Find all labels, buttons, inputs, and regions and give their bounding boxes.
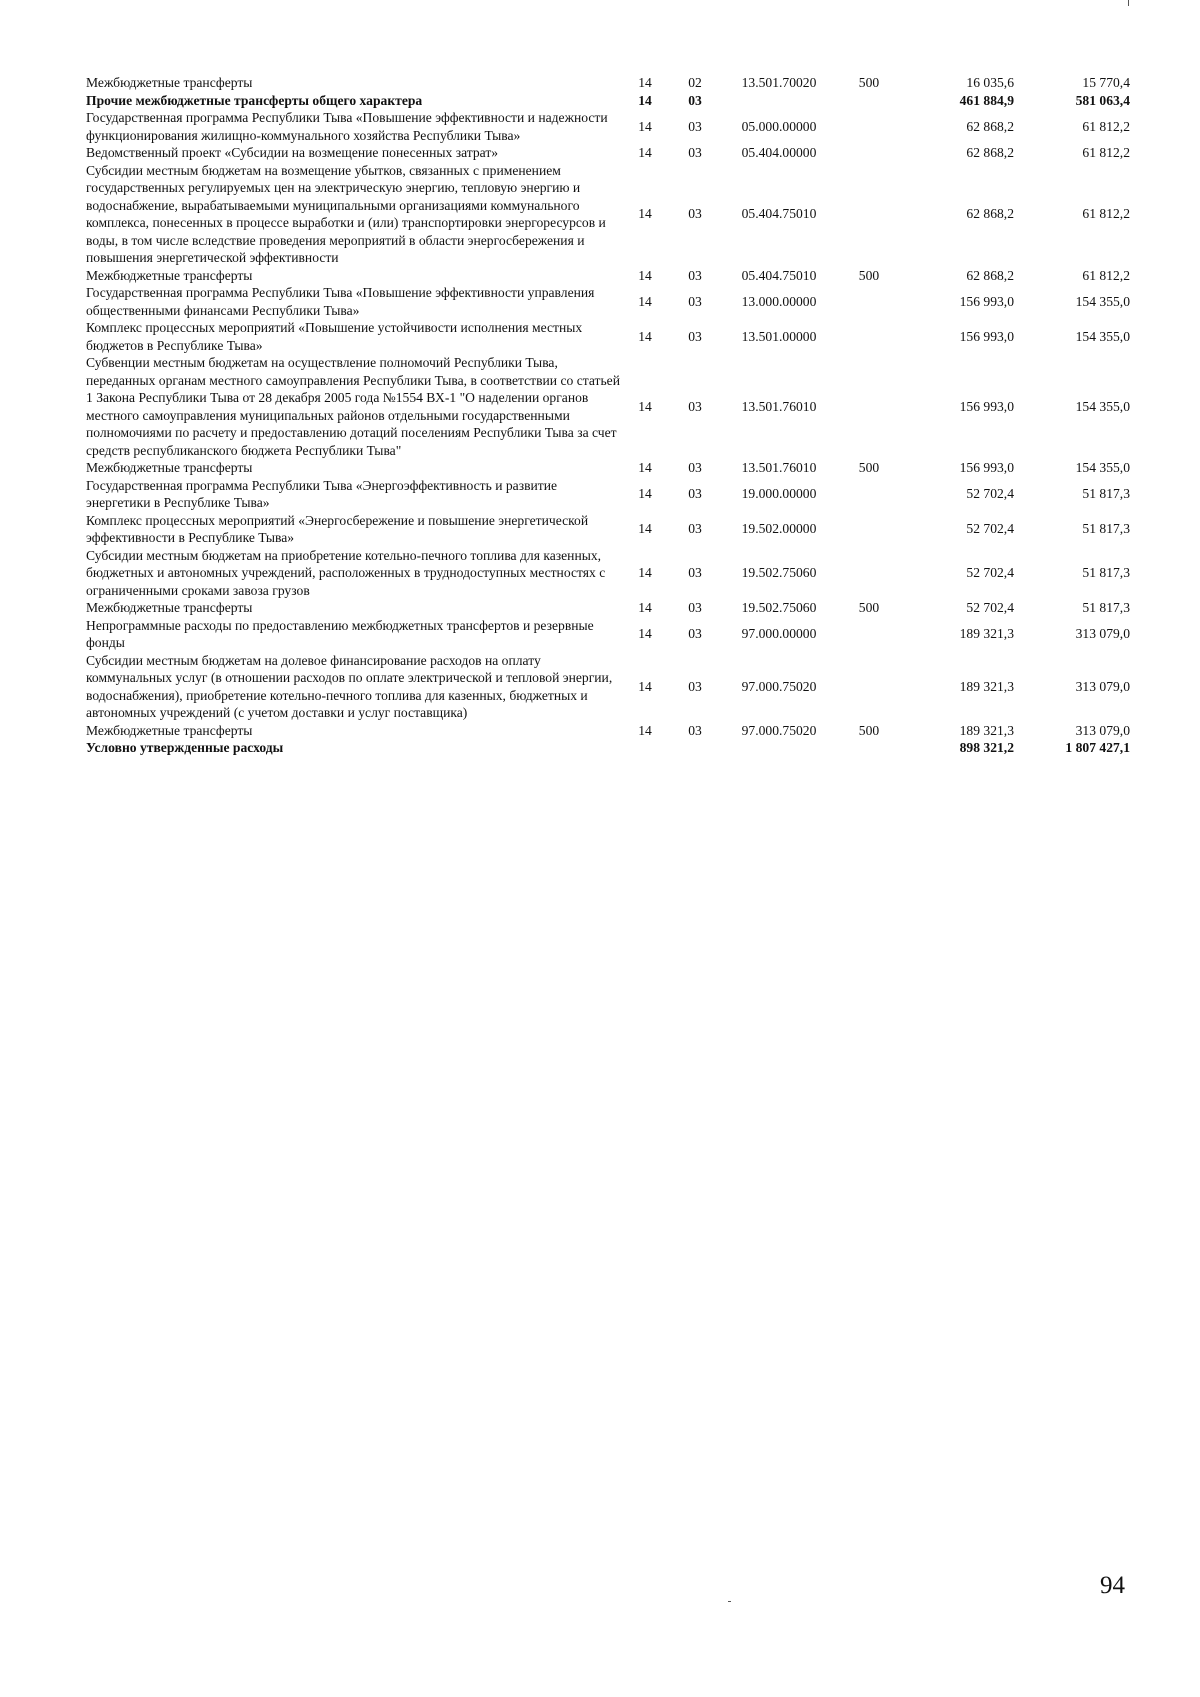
row-subsection-code: 03	[688, 521, 702, 537]
row-amount-year-2: 61 812,2	[1082, 267, 1130, 283]
row-amount-year-2: 581 063,4	[1075, 92, 1130, 108]
row-amount-year-1: 189 321,3	[959, 722, 1014, 738]
row-expense-type: 500	[858, 460, 880, 475]
row-name: Субсидии местным бюджетам на возмещение убытков, связанных с применением государственных регулируемых цен на электрическую энергию, тепловую энергию и водоснабжение, вырабатываемыми муниципальными организациями коммунального комплекса, понесенных в процессе выработки и (или) транспортировки энергоресурсов и воды, в том числе вследствие проведения мероприятий в области энергосбережения и повышения энергетической эффективности	[86, 162, 606, 265]
row-section-code: 14	[638, 722, 652, 738]
row-amount-year-1: 189 321,3	[959, 626, 1014, 642]
table-row	[86, 319, 1130, 354]
table-row	[86, 109, 1130, 144]
row-name: Субсидии местным бюджетам на приобретение котельно-печного топлива для казенных, бюджетных и автономных учреждений, расположенных в труднодоступных местностях с ограниченными сроками завоза грузов	[86, 547, 606, 598]
row-name: Межбюджетные трансферты	[86, 75, 253, 90]
row-amount-year-1: 52 702,4	[966, 486, 1014, 502]
row-target-article: 13.000.00000	[741, 293, 817, 309]
row-amount-year-1: 62 868,2	[966, 267, 1014, 283]
row-subsection-code: 03	[688, 118, 702, 134]
row-expense-type	[838, 617, 900, 652]
row-section-code: 14	[638, 118, 652, 134]
row-expense-type: 500	[858, 75, 880, 90]
row-amount-year-2: 61 812,2	[1082, 118, 1130, 134]
table-row	[86, 512, 1130, 547]
row-target-article: 19.502.00000	[741, 521, 817, 537]
row-target-article: 97.000.00000	[741, 626, 817, 642]
row-section-code: 14	[638, 145, 652, 160]
row-amount-year-1: 156 993,0	[959, 398, 1014, 414]
row-section-code: 14	[638, 206, 652, 222]
table-row	[86, 92, 1130, 110]
row-target-article: 19.502.75060	[741, 600, 817, 615]
row-name: Межбюджетные трансферты	[86, 460, 253, 475]
budget-table-body	[86, 74, 1130, 757]
row-expense-type	[838, 284, 900, 319]
row-target-article: 97.000.75020	[741, 722, 817, 738]
row-section-code: 14	[638, 92, 652, 108]
table-row	[86, 354, 1130, 459]
row-amount-year-1: 189 321,3	[959, 678, 1014, 694]
row-section-code: 14	[638, 460, 652, 475]
scan-mark-top-right	[1128, 0, 1129, 6]
budget-table	[86, 74, 1130, 757]
row-subsection-code: 03	[688, 600, 702, 615]
row-amount-year-2: 154 355,0	[1075, 328, 1130, 344]
row-name: Ведомственный проект «Субсидии на возмещение понесенных затрат»	[86, 145, 499, 160]
row-amount-year-2: 15 770,4	[1082, 75, 1130, 90]
row-subsection-code: 03	[688, 293, 702, 309]
row-name: Межбюджетные трансферты	[86, 600, 253, 615]
row-amount-year-2: 154 355,0	[1075, 460, 1130, 475]
row-section-code: 14	[638, 626, 652, 642]
row-amount-year-1: 156 993,0	[959, 460, 1014, 475]
row-expense-type	[838, 547, 900, 600]
row-expense-type	[838, 162, 900, 267]
row-target-article	[720, 92, 838, 110]
row-amount-year-1: 16 035,6	[966, 75, 1014, 90]
row-expense-type	[838, 319, 900, 354]
row-subsection-code	[670, 739, 720, 757]
row-amount-year-1: 898 321,2	[959, 740, 1014, 755]
row-name: Непрограммные расходы по предоставлению межбюджетных трансфертов и резервные фонды	[86, 617, 594, 650]
row-amount-year-2: 313 079,0	[1075, 678, 1130, 694]
table-row	[86, 617, 1130, 652]
row-expense-type	[838, 354, 900, 459]
row-subsection-code: 03	[688, 626, 702, 642]
row-subsection-code: 03	[688, 486, 702, 502]
row-name: Государственная программа Республики Тыва «Повышение эффективности управления общественными финансами Республики Тыва»	[86, 285, 595, 318]
row-subsection-code: 03	[688, 678, 702, 694]
row-target-article: 05.000.00000	[741, 118, 817, 134]
table-row	[86, 547, 1130, 600]
table-row	[86, 284, 1130, 319]
row-name: Межбюджетные трансферты	[86, 267, 253, 283]
row-amount-year-1: 52 702,4	[966, 565, 1014, 580]
row-expense-type	[838, 512, 900, 547]
row-name: Субвенции местным бюджетам на осуществление полномочий Республики Тыва, переданных органам местного самоуправления Республики Тыва, в соответствии со статьей 1 Закона Республики Тыва от 28 декабря 2005 года №1554 ВХ-1 "О наделении органов местного самоуправления муниципальных районов отдельными государственными полномочиями по расчету и предоставлению дотаций поселениям Республики Тыва за счет средств республиканского бюджета Республики Тыва"	[86, 355, 620, 458]
row-amount-year-1: 52 702,4	[966, 600, 1014, 615]
row-subsection-code: 03	[688, 565, 702, 580]
row-amount-year-1: 461 884,9	[959, 92, 1014, 108]
table-row	[86, 477, 1130, 512]
row-amount-year-2: 51 817,3	[1082, 486, 1130, 502]
row-subsection-code: 03	[688, 92, 702, 108]
row-amount-year-2: 51 817,3	[1082, 600, 1130, 615]
row-expense-type: 500	[858, 722, 880, 738]
row-target-article: 19.502.75060	[741, 565, 817, 580]
page-number: 94	[1100, 1572, 1125, 1599]
row-amount-year-1: 62 868,2	[966, 145, 1014, 160]
row-section-code: 14	[638, 600, 652, 615]
row-section-code: 14	[638, 75, 652, 90]
table-row	[86, 267, 1130, 285]
row-target-article: 13.501.70020	[741, 75, 817, 90]
row-name: Комплекс процессных мероприятий «Энергосбережение и повышение энергетической эффективности в Республике Тыва»	[86, 512, 589, 545]
row-amount-year-1: 62 868,2	[966, 206, 1014, 222]
row-amount-year-2: 51 817,3	[1082, 521, 1130, 537]
table-row	[86, 144, 1130, 162]
table-row	[86, 739, 1130, 757]
row-expense-type	[838, 144, 900, 162]
row-amount-year-1: 156 993,0	[959, 293, 1014, 309]
row-name: Прочие межбюджетные трансферты общего характера	[86, 92, 423, 108]
row-expense-type	[838, 739, 900, 757]
row-amount-year-1: 156 993,0	[959, 328, 1014, 344]
row-expense-type: 500	[858, 267, 880, 283]
row-name: Государственная программа Республики Тыва «Повышение эффективности и надежности функционирования жилищно-коммунального хозяйства Республики Тыва»	[86, 110, 608, 143]
table-row	[86, 599, 1130, 617]
row-expense-type: 500	[858, 600, 880, 615]
table-row	[86, 459, 1130, 477]
row-amount-year-2: 313 079,0	[1075, 626, 1130, 642]
row-section-code: 14	[638, 293, 652, 309]
row-section-code: 14	[638, 328, 652, 344]
row-expense-type	[838, 109, 900, 144]
row-subsection-code: 03	[688, 722, 702, 738]
row-section-code: 14	[638, 486, 652, 502]
row-section-code: 14	[638, 521, 652, 537]
row-subsection-code: 03	[688, 328, 702, 344]
scan-mark-bottom-center	[728, 1601, 731, 1602]
row-target-article: 13.501.76010	[741, 398, 817, 414]
row-expense-type	[838, 652, 900, 722]
row-subsection-code: 03	[688, 206, 702, 222]
row-subsection-code: 02	[688, 75, 702, 90]
row-section-code: 14	[638, 565, 652, 580]
row-target-article: 05.404.75010	[741, 206, 817, 222]
table-row	[86, 74, 1130, 92]
row-subsection-code: 03	[688, 267, 702, 283]
row-target-article: 97.000.75020	[741, 678, 817, 694]
row-amount-year-1: 52 702,4	[966, 521, 1014, 537]
row-amount-year-2: 61 812,2	[1082, 145, 1130, 160]
row-amount-year-2: 61 812,2	[1082, 206, 1130, 222]
row-amount-year-2: 1 807 427,1	[1065, 740, 1130, 755]
row-amount-year-1: 62 868,2	[966, 118, 1014, 134]
row-subsection-code: 03	[688, 460, 702, 475]
row-target-article	[720, 739, 838, 757]
row-name: Государственная программа Республики Тыва «Энергоэффективность и развитие энергетики в Республике Тыва»	[86, 477, 558, 510]
table-row	[86, 652, 1130, 722]
row-amount-year-2: 154 355,0	[1075, 398, 1130, 414]
row-amount-year-2: 313 079,0	[1075, 722, 1130, 738]
row-name: Условно утвержденные расходы	[86, 740, 284, 755]
row-section-code: 14	[638, 267, 652, 283]
row-section-code	[620, 739, 670, 757]
row-section-code: 14	[638, 678, 652, 694]
row-target-article: 13.501.00000	[741, 328, 817, 344]
row-amount-year-2: 51 817,3	[1082, 565, 1130, 580]
row-target-article: 13.501.76010	[741, 460, 817, 475]
table-row	[86, 722, 1130, 740]
row-target-article: 19.000.00000	[741, 486, 817, 502]
row-target-article: 05.404.75010	[741, 267, 817, 283]
row-section-code: 14	[638, 398, 652, 414]
row-subsection-code: 03	[688, 145, 702, 160]
row-target-article: 05.404.00000	[741, 145, 817, 160]
row-name: Субсидии местным бюджетам на долевое финансирование расходов на оплату коммунальных услуг (в отношении расходов по оплате электрической и тепловой энергии, водоснабжения), приобретение котельно-печного топлива для казенных, бюджетных и автономных учреждений (с учетом доставки и услуг поставщика)	[86, 652, 613, 720]
row-name: Комплекс процессных мероприятий «Повышение устойчивости исполнения местных бюджетов в Республике Тыва»	[86, 320, 583, 353]
table-row	[86, 162, 1130, 267]
row-name: Межбюджетные трансферты	[86, 722, 253, 738]
row-expense-type	[838, 92, 900, 110]
row-subsection-code: 03	[688, 398, 702, 414]
row-amount-year-2: 154 355,0	[1075, 293, 1130, 309]
row-expense-type	[838, 477, 900, 512]
